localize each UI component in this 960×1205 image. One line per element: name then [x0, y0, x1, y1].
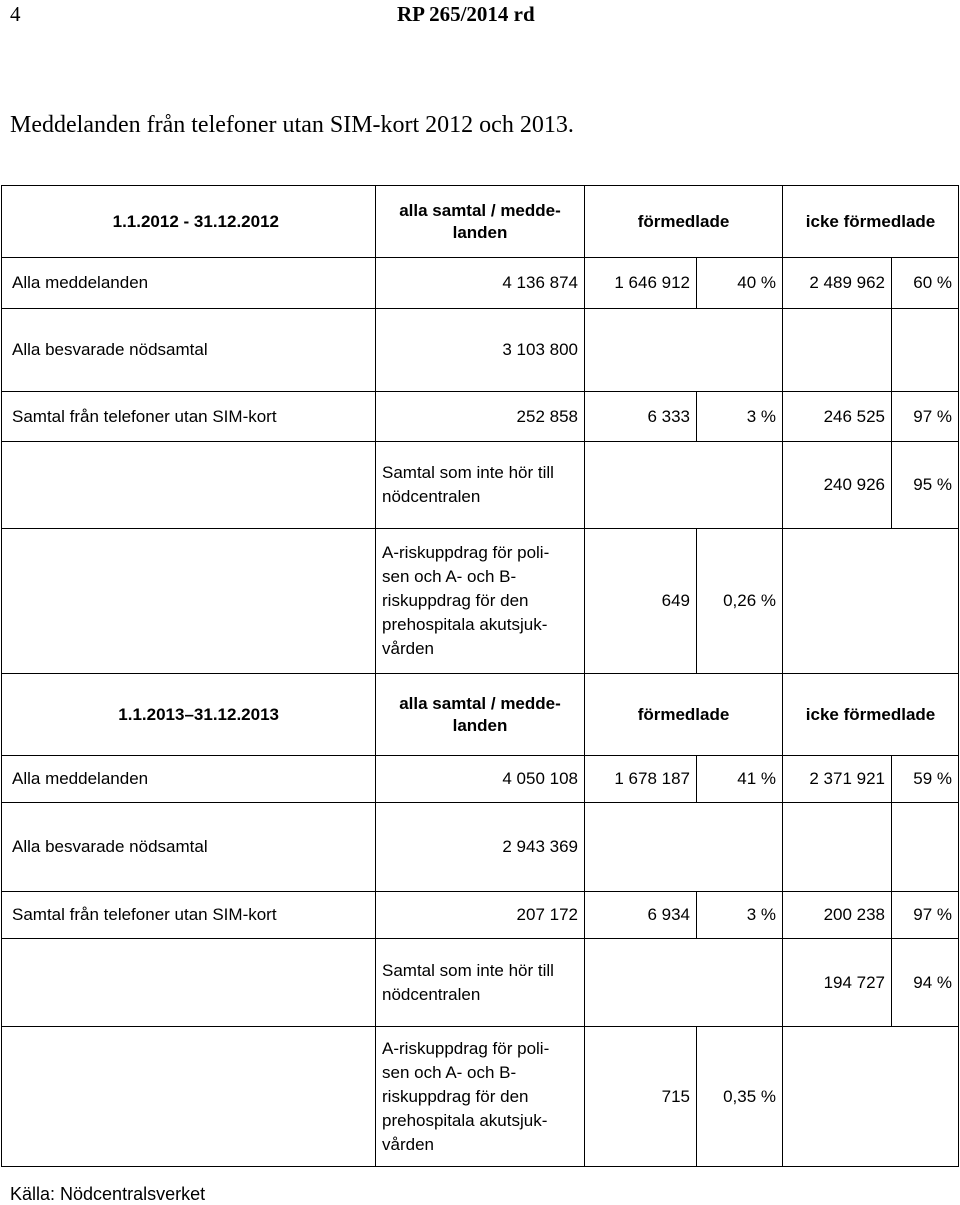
total-value: 2 943 369 [376, 803, 585, 892]
forwarded-value: 1 646 912 [585, 258, 697, 309]
document-id: RP 265/2014 rd [397, 2, 535, 26]
row-label: Alla meddelanden [2, 756, 376, 803]
total-value: 3 103 800 [376, 309, 585, 392]
table-row [2, 756, 959, 803]
forwarded-percent: 41 % [697, 756, 783, 803]
total-value: 4 050 108 [376, 756, 585, 803]
total-value: 4 136 874 [376, 258, 585, 309]
table-row [2, 392, 959, 442]
not-forwarded-value: 246 525 [783, 392, 892, 442]
col-all-calls-2012: alla samtal / medde- landen [376, 186, 585, 258]
col-forwarded-2012: förmedlade [585, 186, 783, 258]
forwarded-percent: 0,35 % [697, 1027, 783, 1167]
forwarded-value: 6 333 [585, 392, 697, 442]
table-row [2, 309, 959, 392]
row-label: A-riskuppdrag för poli- sen och A- och B- riskuppdrag för den prehospitala akutsjuk- vården [376, 529, 585, 674]
table-row [2, 258, 959, 309]
not-forwarded-value: 200 238 [783, 892, 892, 939]
row-label: Samtal som inte hör till nödcentralen [376, 939, 585, 1027]
col-not-forwarded-2013: icke förmedlade [783, 674, 959, 756]
row-label: Alla meddelanden [2, 258, 376, 309]
not-forwarded-value: 2 489 962 [783, 258, 892, 309]
table-row [2, 442, 959, 529]
table-row [2, 1027, 959, 1167]
table-row [2, 939, 959, 1027]
row-label: A-riskuppdrag för poli- sen och A- och B- riskuppdrag för den prehospitala akutsjuk- vården [376, 1027, 585, 1167]
table-row [2, 892, 959, 939]
forwarded-value: 715 [585, 1027, 697, 1167]
not-forwarded-percent: 60 % [892, 258, 959, 309]
table-header-2012 [2, 186, 959, 258]
not-forwarded-percent: 95 % [892, 442, 959, 529]
not-forwarded-value: 2 371 921 [783, 756, 892, 803]
forwarded-value: 649 [585, 529, 697, 674]
forwarded-value: 6 934 [585, 892, 697, 939]
row-label: Samtal från telefoner utan SIM-kort [2, 892, 376, 939]
not-forwarded-percent: 59 % [892, 756, 959, 803]
table-header-2013 [2, 674, 959, 756]
total-value: 252 858 [376, 392, 585, 442]
row-label: Alla besvarade nödsamtal [2, 309, 376, 392]
not-forwarded-percent: 94 % [892, 939, 959, 1027]
not-forwarded-value: 240 926 [783, 442, 892, 529]
page-title: Meddelanden från telefoner utan SIM-kort 2012 och 2013. [10, 112, 574, 138]
forwarded-value: 1 678 187 [585, 756, 697, 803]
row-label: Samtal som inte hör till nödcentralen [376, 442, 585, 529]
total-value: 207 172 [376, 892, 585, 939]
row-label: Alla besvarade nödsamtal [2, 803, 376, 892]
forwarded-percent: 40 % [697, 258, 783, 309]
table-row [2, 529, 959, 674]
col-forwarded-2013: förmedlade [585, 674, 783, 756]
statistics-table [1, 185, 959, 1167]
period-2013: 1.1.2013–31.12.2013 [2, 674, 376, 756]
col-all-calls-2013: alla samtal / medde- landen [376, 674, 585, 756]
forwarded-percent: 3 % [697, 392, 783, 442]
forwarded-percent: 0,26 % [697, 529, 783, 674]
source-note: Källa: Nödcentralsverket [10, 1184, 206, 1204]
not-forwarded-percent: 97 % [892, 392, 959, 442]
col-not-forwarded-2012: icke förmedlade [783, 186, 959, 258]
forwarded-percent: 3 % [697, 892, 783, 939]
not-forwarded-value: 194 727 [783, 939, 892, 1027]
row-label: Samtal från telefoner utan SIM-kort [2, 392, 376, 442]
page-number: 4 [10, 2, 21, 26]
period-2012: 1.1.2012 - 31.12.2012 [2, 186, 376, 258]
not-forwarded-percent: 97 % [892, 892, 959, 939]
table-row [2, 803, 959, 892]
